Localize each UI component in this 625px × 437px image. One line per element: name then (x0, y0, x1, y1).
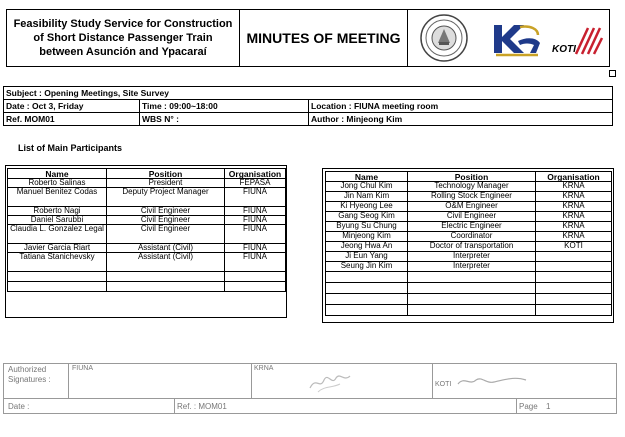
author-cell: Author : Minjeong Kim (309, 113, 613, 126)
koti-signature-icon (456, 370, 528, 392)
participant-position: President (107, 179, 225, 188)
krna-signature-icon (306, 368, 354, 394)
participant-position: Assistant (Civil) (107, 244, 225, 253)
participant-org: KRNA (536, 182, 612, 192)
participant-org: FIUNA (225, 207, 286, 216)
participant-name: Roberto Nagi (8, 207, 107, 216)
participant-position: Rolling Stock Engineer (408, 192, 536, 202)
subject-cell: Subject : Opening Meetings, Site Survey (4, 87, 613, 100)
participant-org (536, 252, 612, 262)
time-cell: Time : 09:00~18:00 (140, 100, 309, 113)
table-row-empty (8, 282, 286, 292)
participant-org: FIUNA (225, 216, 286, 225)
participant-name: Byung Su Chung (326, 222, 408, 232)
col-header-name: Name (326, 172, 408, 182)
footer-date-label: Date : (8, 402, 30, 411)
project-title-line1: Feasibility Study Service for Construction (13, 18, 233, 30)
participant-name: Seung Jin Kim (326, 262, 408, 272)
participant-name: Jeong Hwa An (326, 242, 408, 252)
participant-org: FIUNA (225, 244, 286, 253)
participant-position: Civil Engineer (408, 212, 536, 222)
table-row-empty (326, 305, 612, 316)
participant-position: Civil Engineer (107, 225, 225, 244)
participant-position: Deputy Project Manager (107, 188, 225, 207)
location-cell: Location : FIUNA meeting room (309, 100, 613, 113)
participant-name: Claudia L. Gonzalez Legal (8, 225, 107, 244)
participant-position: Assistant (Civil) (107, 253, 225, 272)
koti-logo-text: KOTI (552, 44, 576, 55)
fiuna-signature-label: FIUNA (72, 365, 93, 372)
project-title-line3: between Asunción and Ypacaraí (39, 46, 207, 58)
table-row (8, 225, 286, 244)
table-row-empty (8, 272, 286, 282)
table-row-empty (326, 283, 612, 294)
table-row (326, 202, 612, 212)
participant-name: Ki Hyeong Lee (326, 202, 408, 212)
participant-position: Electric Engineer (408, 222, 536, 232)
col-header-name: Name (8, 169, 107, 179)
table-row-empty (326, 294, 612, 305)
table-row (326, 212, 612, 222)
participant-position: Interpreter (408, 262, 536, 272)
koti-logo (550, 24, 606, 56)
meeting-info-table (3, 86, 613, 126)
participant-name: Jong Chul Kim (326, 182, 408, 192)
table-row (326, 252, 612, 262)
participant-org: FIUNA (225, 188, 286, 207)
participant-position: Interpreter (408, 252, 536, 262)
table-row (326, 242, 612, 252)
participant-org: KRNA (536, 232, 612, 242)
participant-position: O&M Engineer (408, 202, 536, 212)
participants-title: List of Main Participants (18, 143, 123, 153)
col-header-organisation: Organisation (225, 169, 286, 179)
participant-org: FEPASA (225, 179, 286, 188)
signature-footer (3, 363, 617, 414)
participant-org (536, 262, 612, 272)
col-header-organisation: Organisation (536, 172, 612, 182)
col-header-position: Position (408, 172, 536, 182)
table-row (326, 182, 612, 192)
logo-area (408, 10, 609, 66)
table-row (326, 232, 612, 242)
resize-handle[interactable] (609, 70, 616, 77)
wbs-cell: WBS N° : (140, 113, 309, 126)
document-type: MINUTES OF MEETING (240, 10, 408, 66)
ref-cell: Ref. MOM01 (4, 113, 140, 126)
participant-name: Javier Garcia Riart (8, 244, 107, 253)
participant-name: Minjeong Kim (326, 232, 408, 242)
participant-position: Civil Engineer (107, 216, 225, 225)
participant-position: Civil Engineer (107, 207, 225, 216)
participant-name: Jin Nam Kim (326, 192, 408, 202)
participant-org: KRNA (536, 202, 612, 212)
participant-org: KRNA (536, 192, 612, 202)
document-header (6, 9, 610, 67)
table-row (8, 188, 286, 207)
participant-name: Ji Eun Yang (326, 252, 408, 262)
table-row (326, 192, 612, 202)
project-title-line2: of Short Distance Passenger Train (33, 32, 213, 44)
footer-page-number: 1 (546, 402, 551, 411)
participant-org: FIUNA (225, 253, 286, 272)
right-participants-table (325, 171, 612, 316)
university-seal-logo (418, 13, 470, 63)
authorized-label: Authorized (8, 365, 47, 374)
participant-name: Tatiana Stanichevsky (8, 253, 107, 272)
footer-ref-label: Ref. : MOM01 (177, 402, 227, 411)
participant-name: Roberto Salinas (8, 179, 107, 188)
table-row (326, 262, 612, 272)
participant-name: Manuel Benitez Codas (8, 188, 107, 207)
col-header-position: Position (107, 169, 225, 179)
signatures-label: Signatures : (8, 375, 51, 384)
kr-logo (490, 19, 542, 59)
participant-org: KRNA (536, 222, 612, 232)
left-participants-table (7, 168, 286, 292)
date-cell: Date : Oct 3, Friday (4, 100, 140, 113)
participant-position: Coordinator (408, 232, 536, 242)
table-row (326, 222, 612, 232)
participant-org: KOTI (536, 242, 612, 252)
participant-name: Gang Seog Kim (326, 212, 408, 222)
participant-org: KRNA (536, 212, 612, 222)
table-row-empty (326, 272, 612, 283)
participant-position: Doctor of transportation (408, 242, 536, 252)
krna-signature-label: KRNA (254, 365, 274, 372)
participant-org: FIUNA (225, 225, 286, 244)
participant-position: Technology Manager (408, 182, 536, 192)
participant-name: Daniel Sarubbi (8, 216, 107, 225)
table-row (8, 253, 286, 272)
footer-page-label: Page (519, 402, 538, 411)
project-title (7, 10, 240, 66)
koti-signature-label: KOTI (435, 381, 452, 388)
